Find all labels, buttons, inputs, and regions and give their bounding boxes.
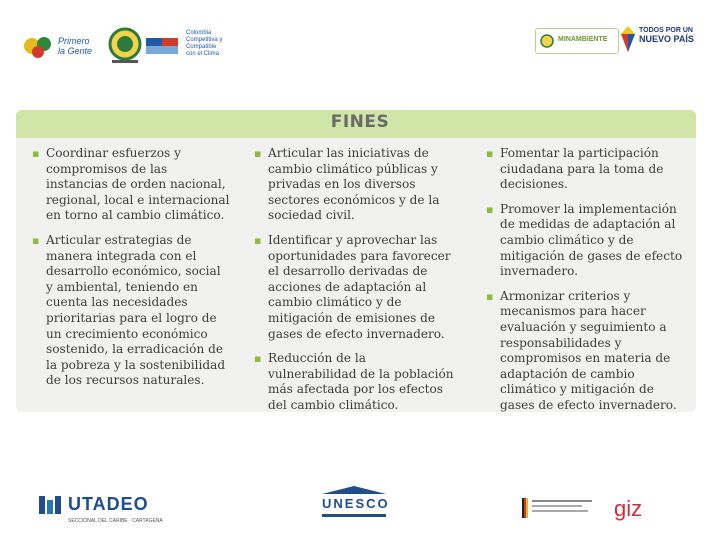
list-item <box>484 202 684 280</box>
list-item <box>484 146 684 193</box>
utadeo-label: UTADEO <box>68 494 149 514</box>
coat-of-arms-icon <box>539 33 555 49</box>
utadeo-mark-icon <box>38 494 64 518</box>
minambiente-badge <box>535 28 619 54</box>
column-3 <box>484 146 684 423</box>
bullet-icon: ▪ <box>254 233 262 247</box>
item-text: Identificar y aprovechar las oportunidades para favorecer el desarrollo derivadas de acciones de adaptación al cambio climático y de mitigación de emisiones de gases de efecto invernadero. <box>268 232 451 341</box>
colombia-line3: Compatible <box>186 44 217 50</box>
bullet-icon: ▪ <box>254 352 262 366</box>
header-logos-right <box>535 24 695 60</box>
todos-line1: TODOS POR UN <box>639 27 693 34</box>
todos-por-un-nuevo-pais <box>639 26 699 44</box>
item-text: Armonizar criterios y mecanismos para hacer evaluación y seguimiento a responsabilidades y compromisos en materia de adaptación de cambio climático y mitigación de gases de efecto invernadero. <box>500 288 677 412</box>
bullet-icon: ▪ <box>32 233 40 247</box>
bullet-icon: ▪ <box>254 147 262 160</box>
unesco-label: UNESCO <box>322 496 390 511</box>
list-item <box>30 146 230 224</box>
column-2 <box>252 146 458 423</box>
colombia-logo-icon <box>144 36 184 58</box>
seal-icon <box>106 26 144 66</box>
list-item <box>484 289 684 414</box>
primero-la-gente-icon <box>22 32 56 60</box>
giz-ministry-icon <box>520 490 606 530</box>
primero-la-gente-label: Primero la Gente <box>58 36 93 56</box>
list-item <box>30 233 230 389</box>
header-logos-left <box>22 26 232 70</box>
colombia-line2: Competitiva y <box>186 37 223 43</box>
bullet-icon: ▪ <box>486 289 494 303</box>
giz-label: giz <box>614 496 643 521</box>
column-1 <box>30 146 230 398</box>
page-title: FINES <box>330 112 390 132</box>
bullet-icon: ▪ <box>486 147 494 160</box>
colombia-text <box>186 30 236 58</box>
bullet-icon: ▪ <box>32 147 40 160</box>
bullet-icon: ▪ <box>486 202 494 216</box>
list-item <box>252 146 458 224</box>
item-text: Reducción de la vulnerabilidad de la población más afectada por los efectos del cambio climático. <box>268 351 454 412</box>
item-text: Articular estrategias de manera integrada con el desarrollo económico, social y ambiental, teniendo en cuenta las necesidades prioritarias para el logro de un crecimiento económico sostenido, la erradicación de la pobreza y la sostenibilidad de los recursos naturales. <box>46 232 226 388</box>
list-item <box>252 233 458 342</box>
utadeo-sub-label: SECCIONAL DEL CARIBE · CARTAGENA <box>68 518 163 524</box>
todos-line2: NUEVO PAÍS <box>639 34 694 44</box>
colombia-line1: Colombia <box>186 30 212 36</box>
item-text: Coordinar esfuerzos y compromisos de las instancias de orden nacional, regional, local e internacional en torno al cambio climático. <box>46 146 230 223</box>
item-text: Promover la implementación de medidas de adaptación al cambio climático y de mitigación de gases de efecto invernadero. <box>500 201 683 279</box>
colombia-flag-mark-icon <box>619 24 637 54</box>
colombia-line4: con el Clima <box>186 51 220 57</box>
item-text: Fomentar la participación ciudadana para la toma de decisiones. <box>500 146 664 192</box>
item-text: Articular las iniciativas de cambio climático públicas y privadas en los diversos sectores económicos y de la sociedad civil. <box>268 146 440 223</box>
minambiente-label: MINAMBIENTE <box>558 36 608 43</box>
list-item <box>252 351 458 413</box>
